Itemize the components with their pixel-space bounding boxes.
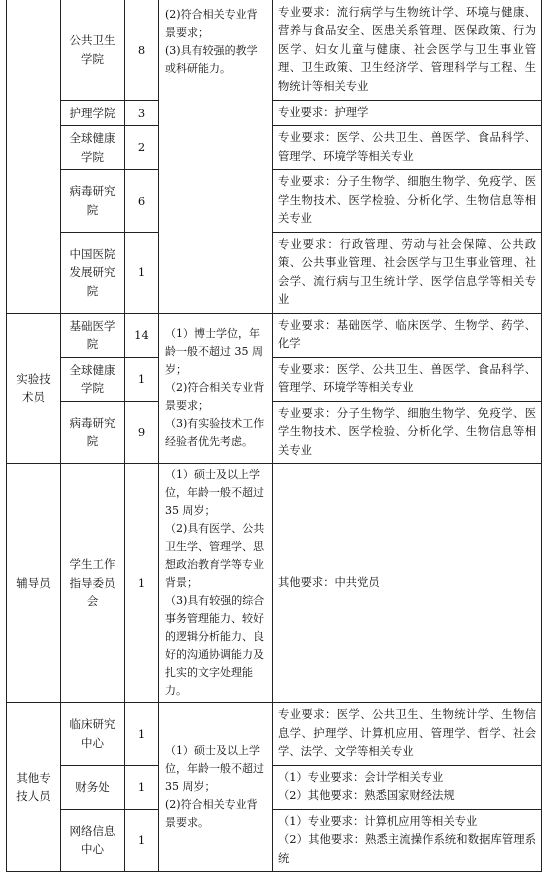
count-cell: 1: [125, 232, 159, 313]
requirement-cell: [273, 357, 542, 401]
table-row: [7, 170, 542, 233]
condition-item: （3)具有较强的综合事务管理能力、较好的逻辑分析能力、良好的沟通协调能力及扎实的文字处理能力。: [165, 594, 265, 697]
count-cell: 9: [125, 401, 159, 464]
category-cell: 其他专技人员: [7, 703, 61, 872]
requirement-text: 专业要求：流行病学与生物统计学、环境与健康、营养与食品安全、医患关系管理、医保政策、行为医学、妇女儿童与健康、社会医学与卫生事业管理、卫生政策、卫生经济学、管理科学与工程、生物统计等相关专业: [278, 5, 536, 93]
category-cell: 实验技术员: [7, 313, 61, 464]
condition-item: (2)符合相关专业背景要求。: [165, 798, 258, 829]
requirement-cell: [273, 765, 542, 809]
category-cell: [7, 0, 61, 313]
requirement-cell: [273, 703, 542, 766]
dept-cell: 病毒研究院: [61, 401, 125, 464]
count-cell: 2: [125, 126, 159, 170]
requirement-cell: [273, 232, 542, 313]
conditions-cell: [159, 464, 273, 703]
requirement-text: （1）专业要求：计算机应用等相关专业: [278, 814, 478, 828]
dept-cell: 全球健康学院: [61, 126, 125, 170]
requirement-cell: [273, 0, 542, 100]
table-row: [7, 809, 542, 872]
dept-cell: 临床研究中心: [61, 703, 125, 766]
condition-item: （3)有实验技术工作经验者优先考虑。: [165, 417, 265, 449]
table-row: [7, 464, 542, 703]
dept-cell: 财务处: [61, 765, 125, 809]
conditions-cell: [159, 313, 273, 464]
requirement-text: 专业要求：分子生物学、细胞生物学、免疫学、医学生物技术、医学检验、分析化学、生物信息等相关专业: [278, 175, 536, 225]
count-cell: 8: [125, 0, 159, 100]
dept-cell: 基础医学院: [61, 313, 125, 357]
requirement-cell: [273, 313, 542, 357]
requirement-cell: [273, 126, 542, 170]
count-cell: 1: [125, 464, 159, 703]
dept-cell: 中国医院发展研究院: [61, 232, 125, 313]
count-cell: 6: [125, 170, 159, 233]
conditions-cell: [159, 0, 273, 313]
recruitment-table: [6, 0, 542, 872]
dept-cell: 公共卫生学院: [61, 0, 125, 100]
table-row: [7, 313, 542, 357]
table-row: [7, 765, 542, 809]
requirement-text: 专业要求：基础医学、临床医学、生物学、药学、化学: [278, 318, 536, 350]
condition-item: （2)具有医学、公共卫生学、管理学、思想政治教育学等专业背景；: [165, 522, 265, 589]
requirement-text: （1）专业要求：会计学相关专业: [278, 770, 444, 784]
requirement-cell: [273, 100, 542, 126]
condition-item: （1）硕士及以上学位，年龄一般不超过35 周岁；: [165, 744, 264, 793]
dept-cell: 病毒研究院: [61, 170, 125, 233]
count-cell: 1: [125, 703, 159, 766]
condition-item: （2)符合相关专业背景要求；: [165, 381, 265, 413]
requirement-cell: [273, 170, 542, 233]
count-cell: 1: [125, 357, 159, 401]
requirement-cell: [273, 464, 542, 703]
requirement-text: 专业要求：医学、公共卫生、生物统计学、生物信息学、护理学、计算机应用、管理学、哲学、社会学、法学、文学等相关专业: [278, 708, 536, 758]
table-row: [7, 126, 542, 170]
requirement-cell: [273, 809, 542, 872]
condition-item: (2)符合相关专业背景要求；: [165, 8, 258, 39]
condition-item: （1）硕士及以上学位，年龄一般不超过35 周岁；: [165, 468, 264, 517]
table-row: [7, 401, 542, 464]
requirement-text: 专业要求：分子生物学、细胞生物学、免疫学、医学生物技术、医学检验、分析化学、生物信息等相关专业: [278, 406, 536, 457]
requirement-text: 专业要求：行政管理、劳动与社会保障、公共政策、公共事业管理、社会医学与卫生事业管理、社会学、流行病与卫生统计学、医学信息学等相关专业: [278, 237, 536, 306]
dept-cell: 护理学院: [61, 100, 125, 126]
count-cell: 14: [125, 313, 159, 357]
requirement-text: 专业要求：医学、公共卫生、兽医学、食品科学、管理学、环境学等相关专业: [278, 362, 536, 394]
dept-cell: 学生工作指导委员会: [61, 464, 125, 703]
dept-cell: 网络信息中心: [61, 809, 125, 872]
count-cell: 1: [125, 765, 159, 809]
dept-cell: 全球健康学院: [61, 357, 125, 401]
requirement-text: （2）其他要求：熟悉国家财经法规: [278, 789, 455, 802]
requirement-text: （2）其他要求：熟悉主流操作系统和数据库管理系统: [278, 833, 536, 865]
table-row: [7, 232, 542, 313]
conditions-cell: [159, 703, 273, 872]
table-row: [7, 357, 542, 401]
count-cell: 3: [125, 100, 159, 126]
count-cell: 1: [125, 809, 159, 872]
condition-item: （1）博士学位，年龄一般不超过 35 周岁；: [165, 327, 263, 377]
requirement-text: 专业要求：医学、公共卫生、兽医学、食品科学、管理学、环境学等相关专业: [278, 131, 536, 163]
category-cell: 辅导员: [7, 464, 61, 703]
requirement-text: 其他要求：中共党员: [278, 575, 380, 589]
table-row: [7, 100, 542, 126]
requirement-cell: [273, 401, 542, 464]
condition-item: (3)具有较强的教学或科研能力。: [165, 44, 258, 75]
table-row: [7, 703, 542, 766]
table-row: [7, 0, 542, 100]
requirement-text: 专业要求：护理学: [278, 105, 369, 119]
